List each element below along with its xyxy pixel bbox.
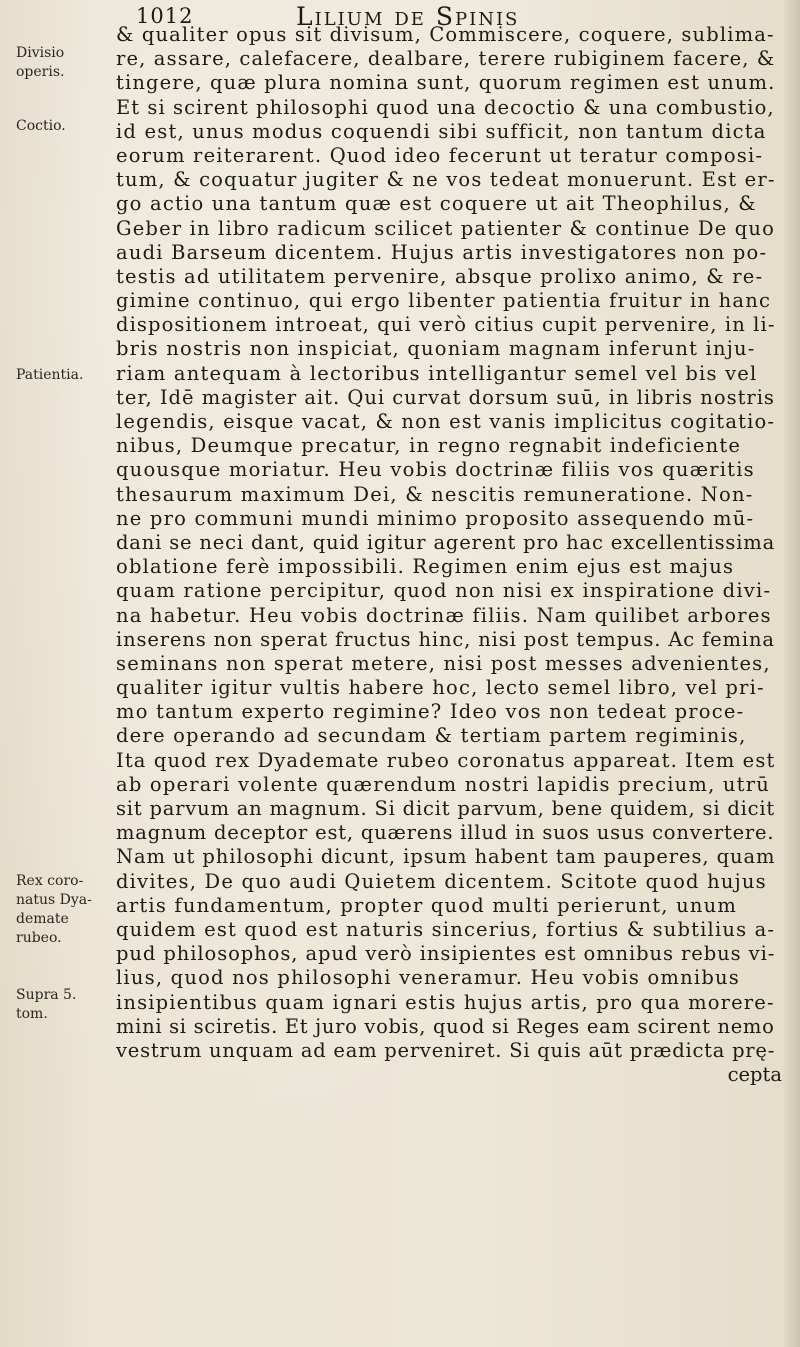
body-text bbox=[116, 23, 788, 1087]
page-number: 1012 bbox=[136, 4, 194, 28]
margin-note-line: rubeo. bbox=[16, 930, 62, 946]
text-line: nibus, Deumque precatur, in regno regnabit indeficiente bbox=[116, 434, 742, 458]
text-line: dispositionem introeat, qui verò citius cupit pervenire, in li- bbox=[116, 313, 776, 337]
margin-note-line: Coctio. bbox=[16, 118, 66, 134]
text-line: seminans non sperat metere, nisi post messes advenientes, bbox=[116, 651, 771, 675]
text-line: tum, & coquatur jugiter & ne vos tedeat monuerunt. Est er- bbox=[116, 168, 776, 192]
text-line: dere operando ad secundam & tertiam partem regiminis, bbox=[116, 724, 747, 748]
margin-note-divisio bbox=[16, 44, 94, 82]
text-line: inserens non sperat fructus hinc, nisi post tempus. Ac femina bbox=[116, 627, 775, 651]
text-line: gimine continuo, qui ergo libenter patientia fruitur in hanc bbox=[116, 289, 772, 313]
text-line: Nam ut philosophi dicunt, ipsum habent tam pauperes, quam bbox=[116, 845, 776, 869]
margin-note-patientia bbox=[16, 366, 94, 385]
text-line: artis fundamentum, propter quod multi perierunt, unum bbox=[116, 893, 738, 917]
margin-note-line: demate bbox=[16, 911, 69, 927]
text-line: Ita quod rex Dyademate rubeo coronatus appareat. Item est bbox=[116, 748, 776, 772]
text-line: re, assare, calefacere, dealbare, terere rubiginem facere, & bbox=[116, 47, 776, 71]
margin-note-supra bbox=[16, 986, 94, 1024]
text-line: thesaurum maximum Dei, & nescitis remuneratione. Non- bbox=[116, 482, 754, 506]
margin-note-line: tom. bbox=[16, 1006, 48, 1022]
text-line: go actio una tantum quæ est coquere ut ait Theophilus, & bbox=[116, 192, 757, 216]
text-line: quousque moriatur. Heu vobis doctrinæ filiis vos quæritis bbox=[116, 458, 755, 482]
text-line: id est, unus modus coquendi sibi sufficit, non tantum dicta bbox=[116, 119, 767, 143]
running-title: Lilium de Spinis bbox=[296, 2, 520, 31]
text-line: riam antequam à lectoribus intelligantur semel vel bis vel bbox=[116, 361, 758, 385]
margin-note-line: Patientia. bbox=[16, 367, 84, 383]
text-line: Et si scirent philosophi quod una decoctio & una combustio, bbox=[116, 95, 775, 119]
text-line: tingere, quæ plura nomina sunt, quorum regimen est unum. bbox=[116, 71, 776, 95]
text-line: eorum reiterarent. Quod ideo fecerunt ut teratur composi- bbox=[116, 143, 764, 167]
text-line: quidem est quod est naturis sincerius, fortius & subtilius a- bbox=[116, 917, 776, 941]
text-line: bris nostris non inspiciat, quoniam magnam inferunt inju- bbox=[116, 337, 756, 361]
text-line: pud philosophos, apud verò insipientes est omnibus rebus vi- bbox=[116, 942, 776, 966]
text-line: sit parvum an magnum. Si dicit parvum, bene quidem, si dicit bbox=[116, 797, 776, 820]
text-line: cepta bbox=[727, 1063, 782, 1087]
text-line: audi Barseum dicentem. Hujus artis investigatores non po- bbox=[116, 240, 768, 264]
text-line: Geber in libro radicum scilicet patienter & continue De quo bbox=[116, 216, 776, 240]
text-line: ab operari volente quærendum nostri lapidis precium, utrū bbox=[116, 772, 770, 796]
margin-note-coctio bbox=[16, 117, 94, 136]
margin-note-line: Rex coro- bbox=[16, 873, 84, 889]
text-line: mo tantum experto regimine? Ideo vos non tedeat proce- bbox=[116, 700, 745, 724]
text-line: na habetur. Heu vobis doctrinæ filiis. Nam quilibet arbores bbox=[116, 603, 772, 627]
margin-note-line: natus Dya- bbox=[16, 892, 92, 908]
text-line: dani se neci dant, quid igitur agerent pro hac excellentissima bbox=[116, 530, 776, 554]
text-line: magnum deceptor est, quærens illud in suos usus convertere. bbox=[116, 821, 775, 845]
text-line: qualiter igitur vultis habere hoc, lecto semel libro, vel pri- bbox=[116, 676, 765, 700]
text-line: vestrum unquam ad eam perveniret. Si quis aūt prædicta prę- bbox=[116, 1038, 776, 1062]
text-line: ne pro communi mundi minimo proposito assequendo mū- bbox=[116, 506, 755, 530]
text-line: ter, Idē magister ait. Qui curvat dorsum suū, in libris nostris bbox=[116, 385, 775, 409]
text-line: divites, De quo audi Quietem dicentem. Scitote quod hujus bbox=[116, 869, 767, 893]
text-line: lius, quod nos philosophi veneramur. Heu vobis omnibus bbox=[116, 966, 740, 990]
text-line: legendis, eisque vacat, & non est vanis implicitus cogitatio- bbox=[116, 410, 776, 433]
text-line: quam ratione percipitur, quod non nisi ex inspiratione divi- bbox=[116, 579, 772, 603]
margin-note-line: operis. bbox=[16, 64, 65, 80]
text-line: & qualiter opus sit divisum, Commiscere, coquere, sublima- bbox=[116, 23, 775, 46]
margin-note-line: Supra 5. bbox=[16, 987, 77, 1003]
text-line: insipientibus quam ignari estis hujus artis, pro qua morere- bbox=[116, 990, 775, 1014]
text-line: oblatione ferè impossibili. Regimen enim ejus est majus bbox=[116, 555, 735, 579]
text-line: mini si sciretis. Et juro vobis, quod si Reges eam scirent nemo bbox=[116, 1014, 775, 1038]
margin-note-line: Divisio bbox=[16, 45, 65, 61]
text-line: testis ad utilitatem pervenire, absque prolixo animo, & re- bbox=[116, 264, 764, 288]
margin-note-rex bbox=[16, 872, 94, 948]
